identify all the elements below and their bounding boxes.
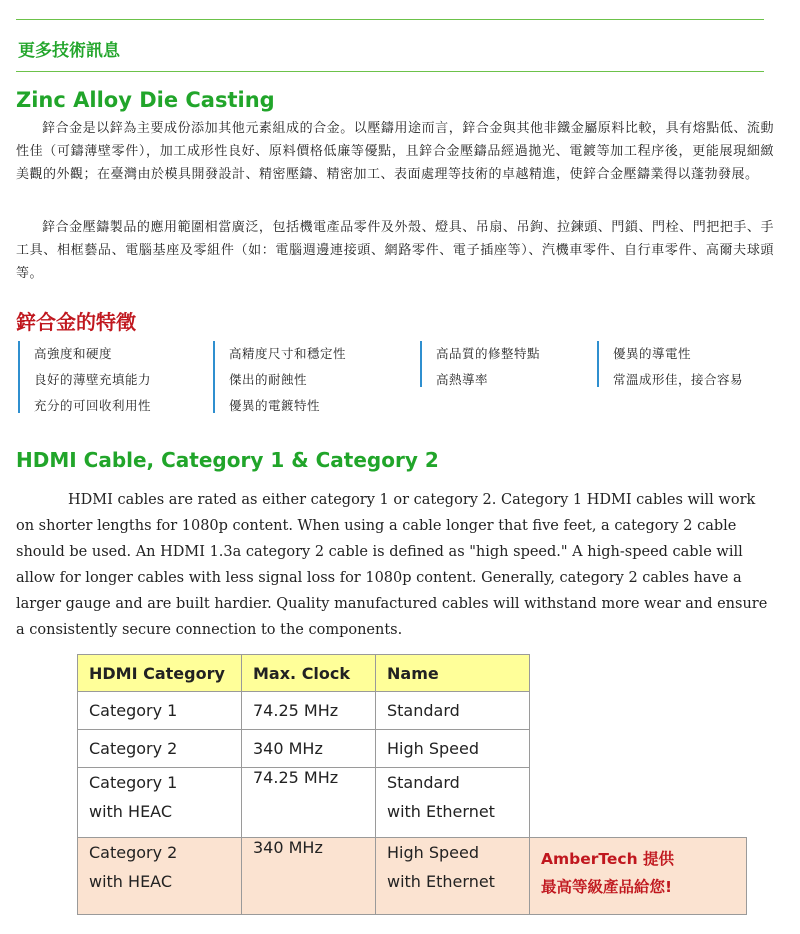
section-header: 更多技術訊息 bbox=[18, 41, 120, 61]
feature-column-3 bbox=[420, 341, 540, 387]
header-name: Name bbox=[376, 655, 530, 692]
cell-clock: 74.25 MHz bbox=[242, 692, 376, 730]
cell-category: Category 2 bbox=[78, 730, 242, 768]
zinc-title: Zinc Alloy Die Casting bbox=[16, 88, 275, 112]
feature-item: 高強度和硬度 bbox=[34, 346, 113, 361]
cell-category bbox=[78, 768, 242, 838]
cell-name: Standard bbox=[376, 692, 530, 730]
header-max-clock: Max. Clock bbox=[242, 655, 376, 692]
hdmi-paragraph: HDMI cables are rated as either category 1 or category 2. Category 1 HDMI cables will work on shorter lengths for 1080p content. When using a cable longer that five feet, a category 2 cable should be used. An HDMI 1.3a category 2 cable is defined as "high speed." A high-speed cable will allow for longer cables with less signal loss for 1080p content. Generally, category 2 cables have a larger gauge and are built hardier. Quality manufactured cables will withstand more wear and ensure a consistently secure connection to the components. bbox=[16, 492, 768, 638]
feature-item: 優異的電鍍特性 bbox=[229, 398, 321, 413]
header-hdmi-category: HDMI Category bbox=[78, 655, 242, 692]
feature-item: 優異的導電性 bbox=[613, 346, 692, 361]
zinc-paragraph-1: 鋅合金是以鋅為主要成份添加其他元素組成的合金。以壓鑄用途而言，鋅合金與其他非鐵金屬原料比較，具有熔點低、流動性佳（可鑄薄壁零件），加工成形性良好、原料價格低廉等優點，且鋅合金壓鑄品經過拋光、電鍍等加工程序後，更能展現細緻美觀的外觀；在臺灣由於模具開發設計、精密壓鑄、精密加工、表面處理等技術的卓越精進，使鋅合金壓鑄業得以蓬勃發展。 bbox=[16, 121, 774, 182]
top-divider bbox=[16, 19, 764, 20]
feature-column-1 bbox=[18, 341, 151, 413]
cell-line: with HEAC bbox=[89, 872, 173, 891]
cell-name bbox=[376, 768, 530, 838]
cell-line: Category 1 bbox=[89, 773, 178, 792]
cell-line: High Speed bbox=[387, 843, 480, 862]
cell-line: with Ethernet bbox=[387, 872, 495, 891]
feature-column-2 bbox=[213, 341, 346, 413]
hdmi-title: HDMI Cable, Category 1 & Category 2 bbox=[16, 448, 439, 472]
cell-category bbox=[78, 838, 242, 915]
feature-item: 高品質的修整特點 bbox=[436, 346, 541, 361]
cell-line: Category 2 bbox=[89, 843, 178, 862]
header-divider bbox=[16, 71, 764, 72]
cell-category: Category 1 bbox=[78, 692, 242, 730]
promo-cell bbox=[530, 838, 747, 915]
features-title: 鋅合金的特徵 bbox=[16, 310, 136, 334]
cell-line: with HEAC bbox=[89, 802, 173, 821]
feature-item: 充分的可回收利用性 bbox=[34, 398, 152, 413]
hdmi-category-table bbox=[77, 654, 747, 915]
feature-item: 傑出的耐蝕性 bbox=[229, 372, 308, 387]
table-header-row bbox=[78, 655, 747, 692]
zinc-paragraph-2: 鋅合金壓鑄製品的應用範圍相當廣泛，包括機電產品零件及外殼、燈具、吊扇、吊鉤、拉鍊頭、門鎖、門栓、門把把手、手工具、相框藝品、電腦基座及零組件（如：電腦週邊連接頭、網路零件、電子插座等）、汽機車零件、自行車零件、高爾夫球頭等。 bbox=[16, 220, 774, 281]
feature-column-4 bbox=[597, 341, 743, 387]
cell-name: High Speed bbox=[376, 730, 530, 768]
cell-clock: 74.25 MHz bbox=[242, 768, 376, 838]
table-row bbox=[78, 692, 747, 730]
feature-item: 高精度尺寸和穩定性 bbox=[229, 346, 347, 361]
promo-line-2: 最高等級產品給您! bbox=[541, 878, 673, 896]
cell-line: Standard bbox=[387, 773, 460, 792]
feature-item: 常溫成形佳，接合容易 bbox=[613, 372, 744, 387]
table-row bbox=[78, 838, 747, 915]
cell-name bbox=[376, 838, 530, 915]
feature-item: 良好的薄壁充填能力 bbox=[34, 372, 152, 387]
feature-item: 高熱導率 bbox=[436, 372, 489, 387]
cell-clock: 340 MHz bbox=[242, 838, 376, 915]
cell-clock: 340 MHz bbox=[242, 730, 376, 768]
table-row bbox=[78, 730, 747, 768]
cell-line: with Ethernet bbox=[387, 802, 495, 821]
table-row bbox=[78, 768, 747, 838]
promo-line-1: AmberTech 提供 bbox=[541, 850, 675, 868]
